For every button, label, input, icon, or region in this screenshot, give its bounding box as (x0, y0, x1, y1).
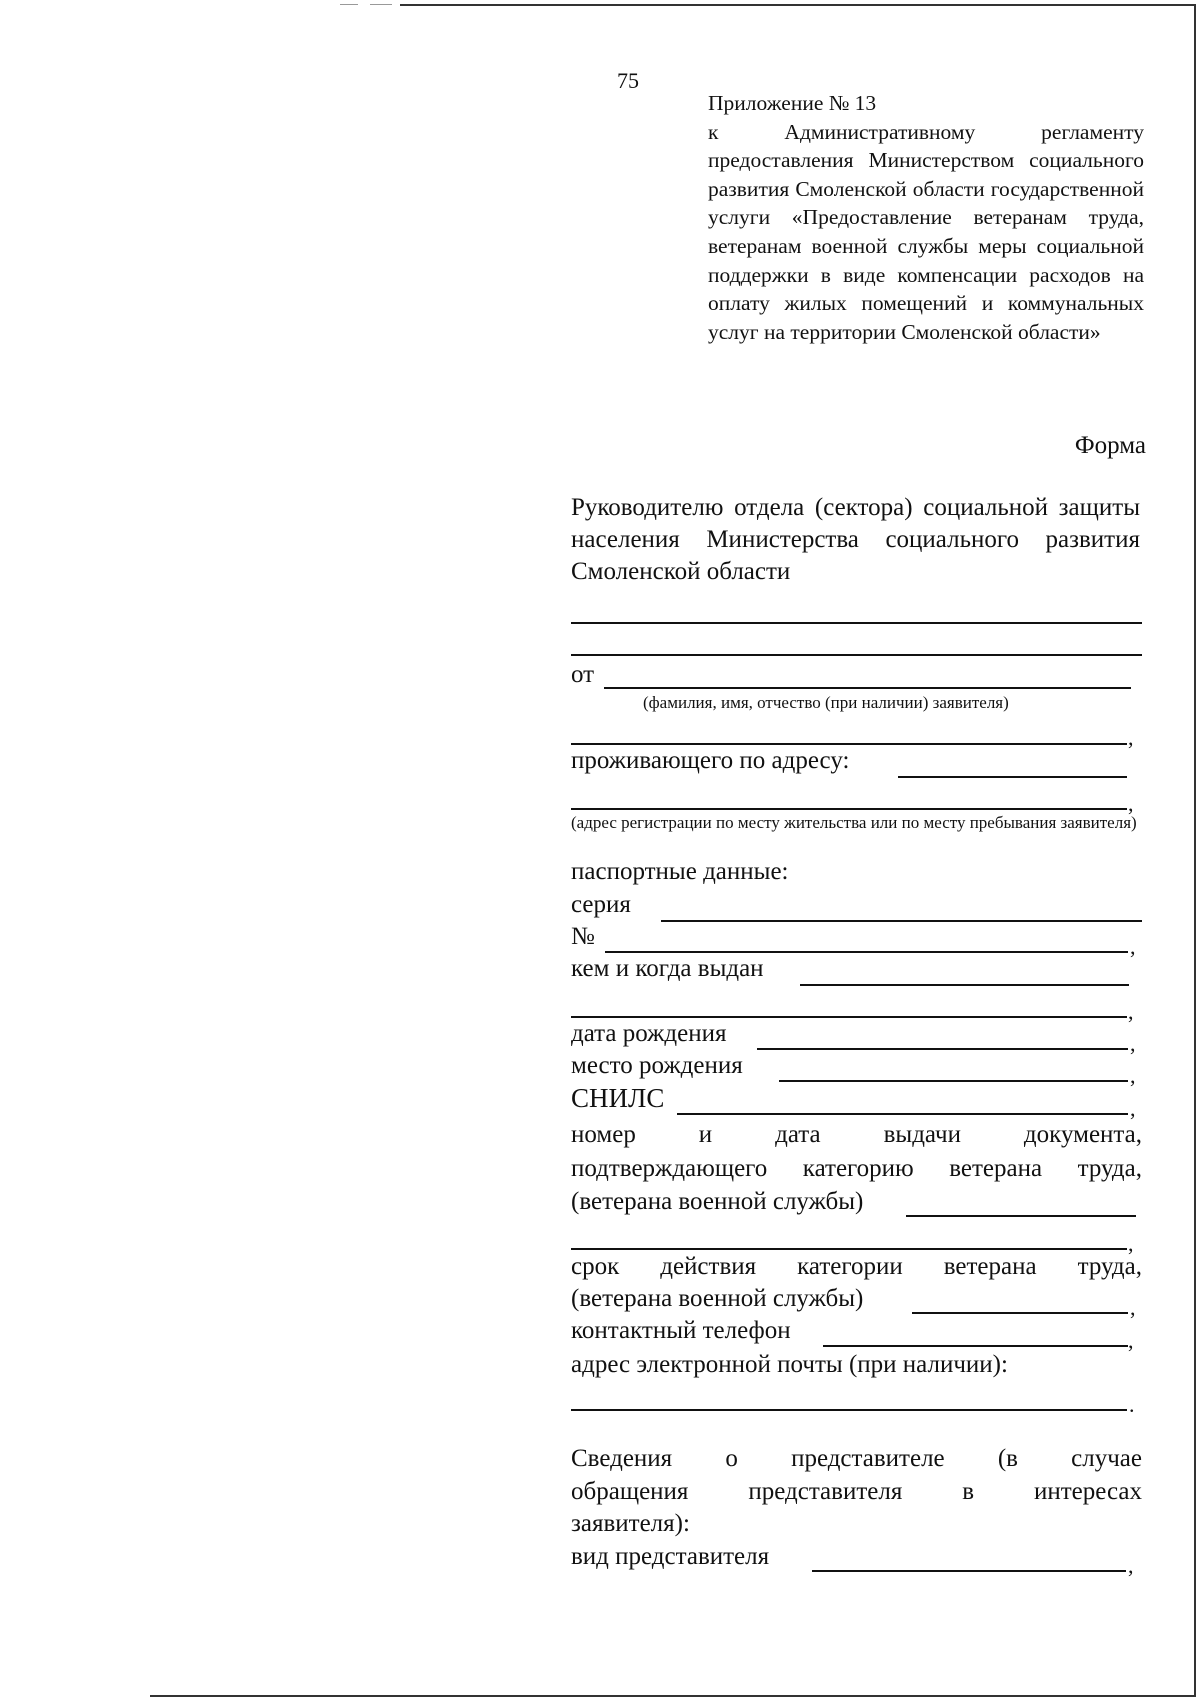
scan-border-dash (370, 4, 392, 5)
comma: , (1130, 1295, 1136, 1320)
doc-line-2: подтверждающего категорию ветерана труда, (571, 1155, 1142, 1182)
period: . (1129, 1392, 1135, 1417)
issued-label: кем и когда выдан (571, 955, 764, 982)
rep-line-3: заявителя): (571, 1510, 690, 1537)
number-label: № (571, 923, 595, 950)
doc-line-1: номер и дата выдачи документа, (571, 1121, 1142, 1148)
validity-line-2: (ветерана военной службы) (571, 1285, 864, 1312)
rep-line-2: обращения представителя в интересах (571, 1478, 1142, 1505)
rep-type-label: вид представителя (571, 1543, 770, 1570)
appendix-title: Приложение № 13 (708, 91, 877, 115)
comma: , (1130, 1063, 1136, 1088)
addressee-line-2 (571, 654, 1142, 656)
email-label: адрес электронной почты (при наличии): (571, 1351, 1008, 1378)
form-label: Форма (1074, 432, 1146, 459)
from-hint: (фамилия, имя, отчество (при наличии) заявителя) (643, 693, 1009, 712)
comma: , (1130, 1096, 1136, 1121)
comma: , (1128, 791, 1134, 816)
appendix-block (708, 89, 1144, 346)
birth-place-label: место рождения (571, 1052, 743, 1079)
birth-date-field[interactable] (757, 1048, 1128, 1050)
birth-date-label: дата рождения (571, 1020, 727, 1047)
doc-line-3: (ветерана военной службы) (571, 1188, 864, 1215)
issued-field[interactable] (800, 984, 1129, 986)
email-field[interactable] (571, 1409, 1127, 1411)
comma: , (1128, 725, 1134, 750)
comma: , (1128, 999, 1134, 1024)
scan-border-top (400, 4, 1195, 6)
rep-type-field[interactable] (812, 1570, 1126, 1572)
from-name-field-2[interactable] (571, 743, 1127, 745)
passport-label: паспортные данные: (571, 858, 789, 885)
series-label: серия (571, 891, 631, 918)
phone-label: контактный телефон (571, 1317, 791, 1344)
comma: , (1130, 1031, 1136, 1056)
doc-field-2[interactable] (571, 1248, 1127, 1250)
comma: , (1130, 934, 1136, 959)
addressee: Руководителю отдела (сектора) социальной защиты населения Министерства социального развития Смоленской области (571, 494, 1140, 585)
series-field[interactable] (661, 920, 1142, 922)
address-hint: (адрес регистрации по месту жительства или по месту пребывания заявителя) (571, 813, 1137, 832)
validity-line-1: срок действия категории ветерана труда, (571, 1253, 1142, 1280)
addressee-line-1 (571, 622, 1142, 624)
scan-border-bottom (150, 1695, 1196, 1697)
snils-label: СНИЛС (571, 1083, 665, 1113)
comma: , (1128, 1328, 1134, 1353)
page-number: 75 (617, 68, 639, 93)
rep-line-1: Сведения о представителе (в случае (571, 1445, 1142, 1472)
address-field[interactable] (898, 776, 1127, 778)
snils-field[interactable] (677, 1113, 1128, 1115)
number-field[interactable] (605, 951, 1128, 953)
scan-border-dash (340, 4, 358, 5)
address-label: проживающего по адресу: (571, 747, 850, 774)
birth-place-field[interactable] (779, 1080, 1128, 1082)
comma: , (1128, 1231, 1134, 1256)
doc-field[interactable] (906, 1215, 1136, 1217)
issued-field-2[interactable] (571, 1016, 1127, 1018)
from-label: от (571, 661, 595, 688)
appendix-body: к Административному регламенту предоставления Министерством социального развития Смоленской области государственной услуги «Предоставление ветеранам труда, ветеранам военной службы меры социальной поддержки в виде компенсации расходов на оплату жилых помещений и коммунальных услуг на территории Смоленской области» (708, 119, 1144, 344)
phone-field[interactable] (823, 1345, 1128, 1347)
validity-field[interactable] (912, 1312, 1128, 1314)
scan-border-right (1194, 4, 1196, 1696)
comma: , (1128, 1553, 1134, 1578)
address-field-2[interactable] (571, 808, 1127, 810)
from-name-field[interactable] (604, 687, 1131, 689)
